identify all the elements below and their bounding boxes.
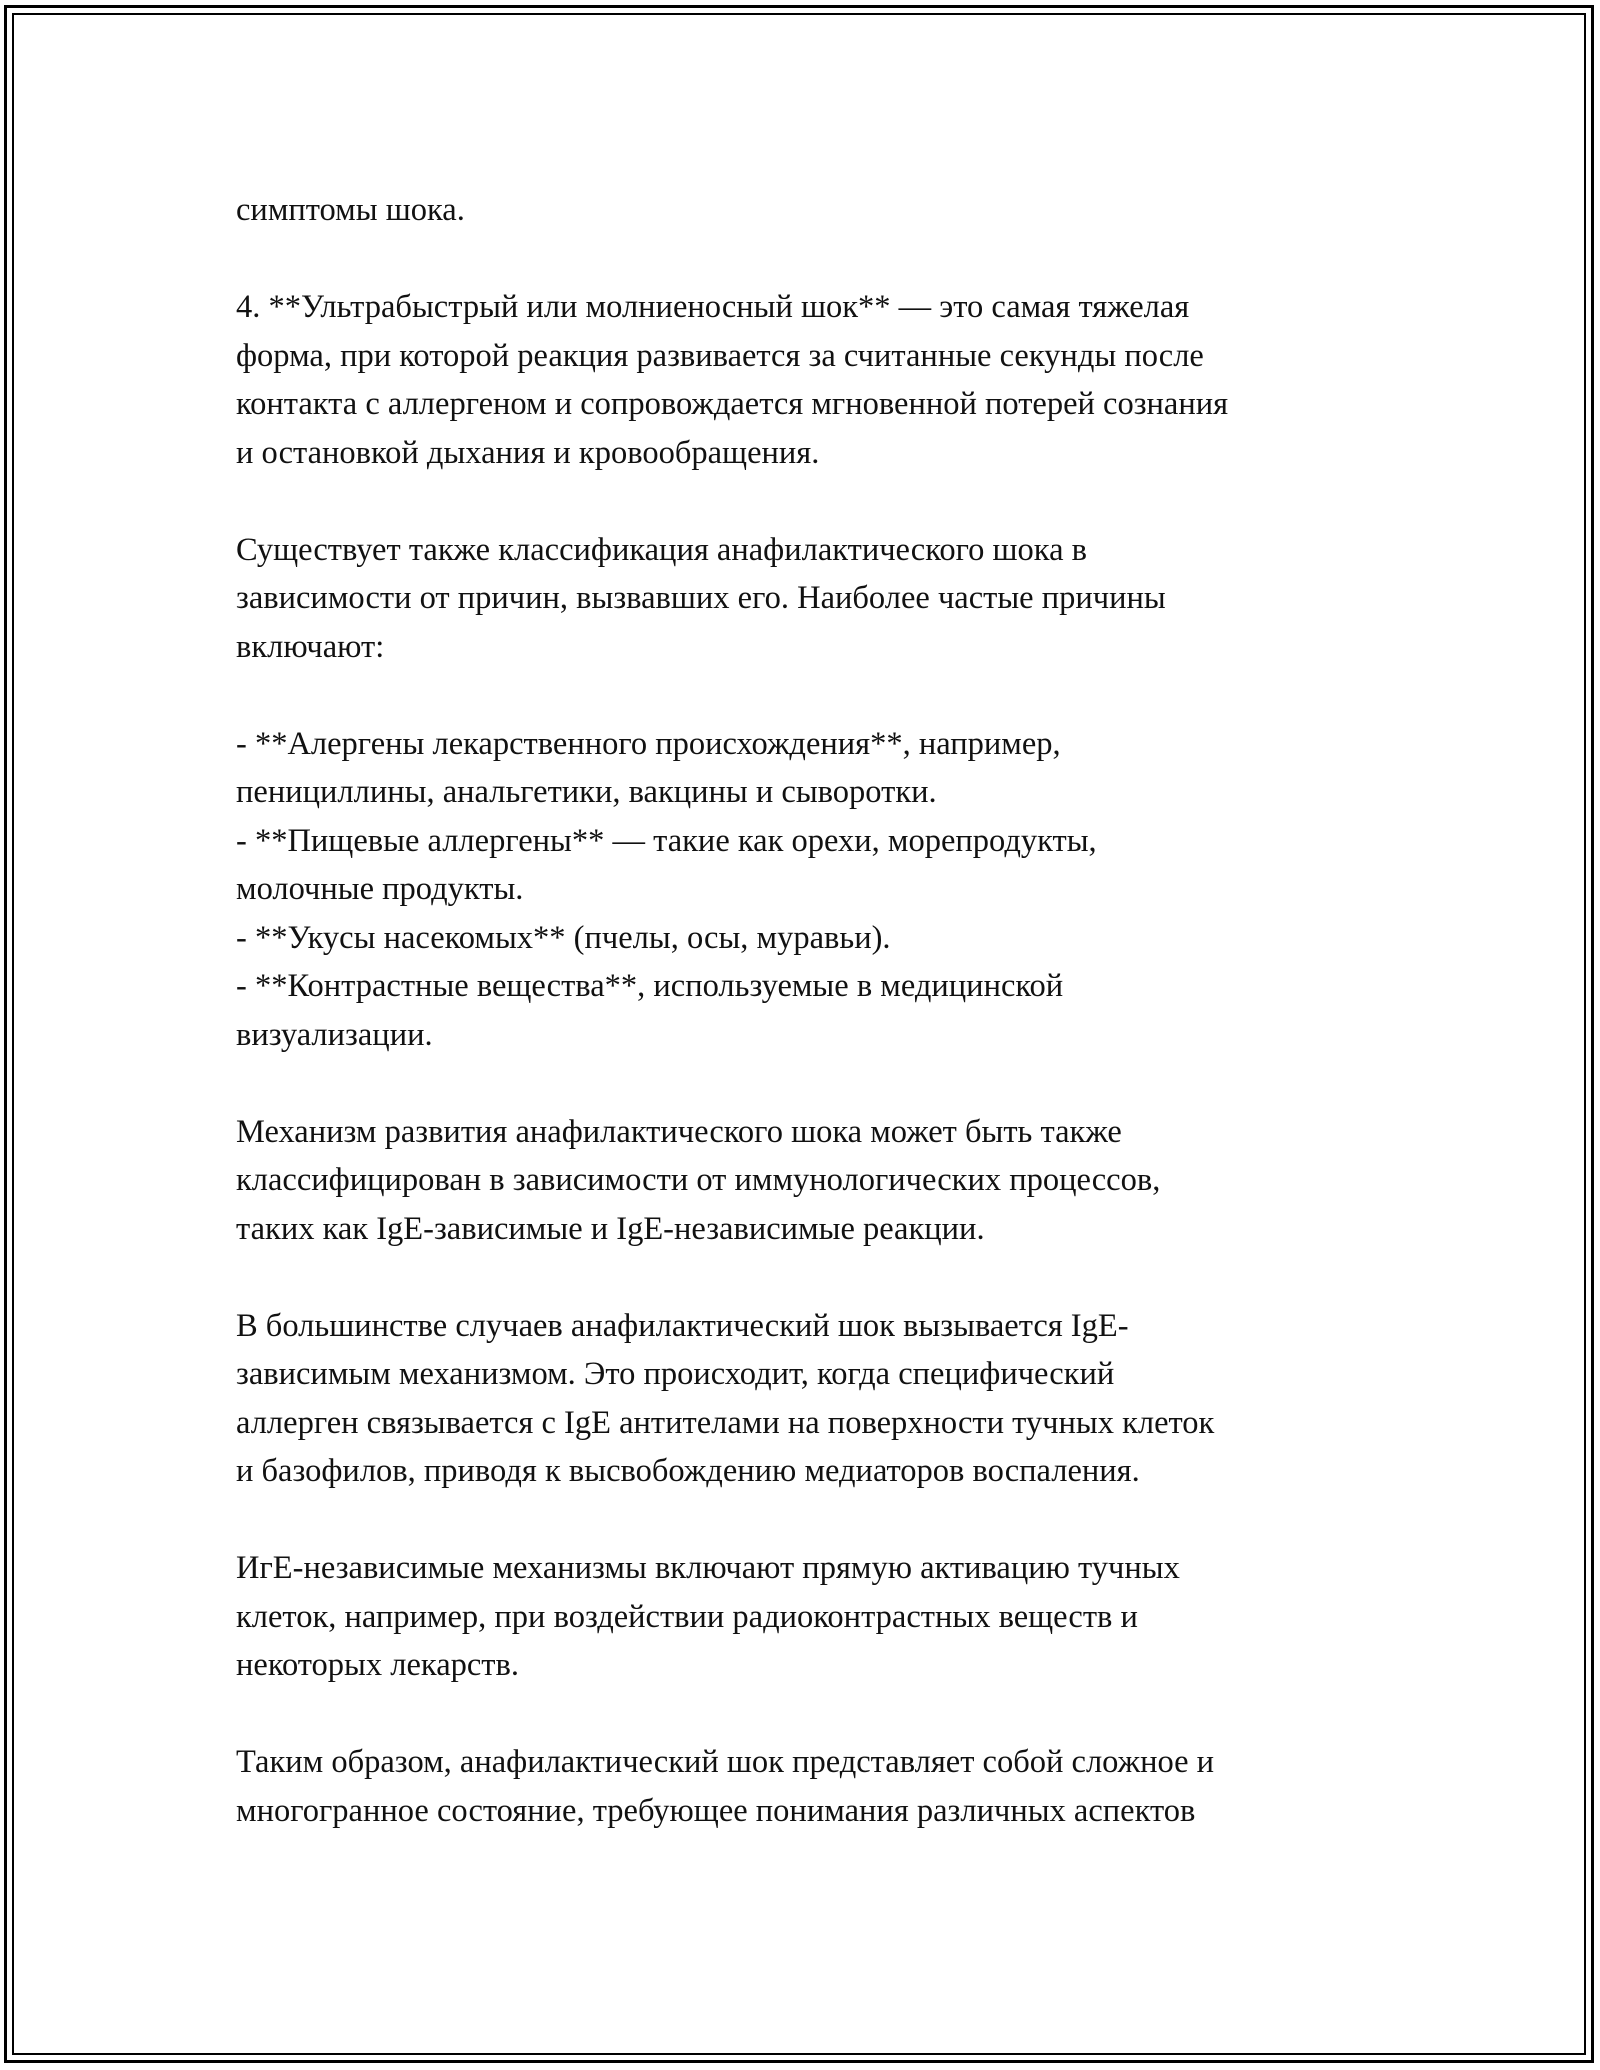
text-line: клеток, например, при воздействии радиоконтрастных веществ и: [236, 1598, 1138, 1635]
text-line: форма, при которой реакция развивается за считанные секунды после: [236, 337, 1204, 374]
text-line: ИгЕ-независимые механизмы включают прямую активацию тучных: [236, 1550, 1180, 1586]
blank-line: [236, 1496, 1416, 1545]
blank-line: [236, 477, 1416, 526]
text-line: В большинстве случаев анафилактический шок вызывается IgE-: [236, 1307, 1129, 1344]
text-line: аллерген связывается с IgE антителами на поверхности тучных клеток: [236, 1404, 1215, 1441]
text-line: зависимым механизмом. Это происходит, когда специфический: [236, 1356, 1115, 1392]
list-item-line: - **Укусы насекомых** (пчелы, осы, муравьи).: [236, 919, 891, 956]
text-line: Механизм развития анафилактического шока может быть также: [236, 1113, 1122, 1150]
blank-line: [236, 235, 1416, 284]
text-line: Существует также классификация анафилактического шока в: [236, 531, 1087, 568]
text-line: симптомы шока.: [236, 192, 465, 228]
blank-line: [236, 1690, 1416, 1739]
text-line: и остановкой дыхания и кровообращения.: [236, 434, 820, 471]
list-item-line: пенициллины, анальгетики, вакцины и сыворотки.: [236, 774, 937, 810]
text-line: 4. **Ультрабыстрый или молниеносный шок** — это самая тяжелая: [236, 289, 1190, 325]
text-line: включают:: [236, 628, 385, 665]
list-item-line: молочные продукты.: [236, 871, 524, 907]
blank-line: [236, 1059, 1416, 1108]
text-line: контакта с аллергеном и сопровождается мгновенной потерей сознания: [236, 386, 1229, 422]
blank-line: [236, 1253, 1416, 1302]
list-item-line: визуализации.: [236, 1016, 433, 1053]
text-line: Таким образом, анафилактический шок представляет собой сложное и: [236, 1744, 1215, 1780]
text-line: и базофилов, приводя к высвобождению медиаторов воспаления.: [236, 1453, 1140, 1489]
list-item-line: - **Алергены лекарственного происхождения**, например,: [236, 725, 1061, 762]
text-line: классифицирован в зависимости от иммунологических процессов,: [236, 1162, 1161, 1198]
list-item-line: - **Контрастные вещества**, используемые в медицинской: [236, 968, 1064, 1004]
list-item-line: - **Пищевые аллергены** — такие как орехи, морепродукты,: [236, 822, 1097, 859]
text-line: многогранное состояние, требующее понимания различных аспектов: [236, 1792, 1196, 1829]
text-line: некоторых лекарств.: [236, 1647, 519, 1683]
text-line: таких как IgE-зависимые и IgE-независимые реакции.: [236, 1210, 985, 1247]
document-body: [236, 186, 1416, 1835]
text-line: зависимости от причин, вызвавших его. Наиболее частые причины: [236, 580, 1166, 616]
blank-line: [236, 671, 1416, 720]
